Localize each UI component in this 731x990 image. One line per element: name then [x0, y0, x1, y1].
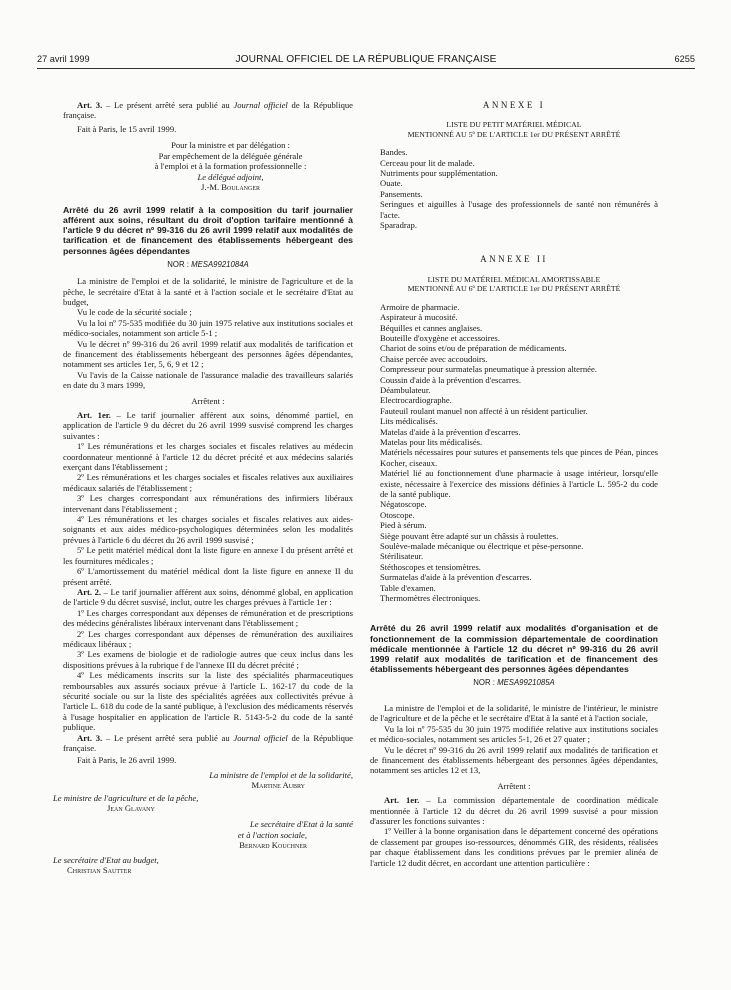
annex-1-title: ANNEXE I [482, 100, 546, 110]
list-item: Matériels nécessaires pour sutures et pansements tels que pinces de Péan, pinces Kocher, ciseaux. [380, 447, 658, 468]
article-item: 4º Les médicaments inscrits sur la liste des spécialités pharmaceutiques remboursables aux assurés sociaux prévue à l'article L. 162-17 du code de la sécurité sociale ou sur la liste des spécialités agréées aux collectivités prévue à l'article L. 618 du code de la santé publique, à l'exclusion des médicaments réservés à l'usage hospitalier en application de l'article R. 5143-5-2 du code de la santé publique. [63, 670, 353, 733]
list-item: Stérilisateur. [380, 551, 424, 562]
intro-paragraph: La ministre de l'emploi et de la solidarité, le ministre de l'agriculture et de la pêche, le secrétaire d'Etat à la santé et à l'action sociale et le secrétaire d'Etat au budget, [63, 276, 353, 307]
annex-sub-line: MENTIONNÉ AU 5º DE L'ARTICLE 1er DU PRÉSENT ARRÊTÉ [407, 129, 621, 139]
intro-paragraph: Vu le décret nº 99-316 du 26 avril 1999 relatif aux modalités de tarification et de financement des établissements hébergeant des personnes âgées dépendantes, notamment ses articles 1er, 5, 6, 9 et 12 ; [63, 338, 353, 370]
nor-code: MESA9921085A [497, 678, 555, 688]
article-item: 3º Les charges correspondant aux rémunérations des infirmiers libéraux intervenant dans l'établissement ; [63, 493, 353, 514]
list-item: Chariot de soins et/ou de préparation de médicaments. [380, 343, 567, 354]
list-item: Stéthoscopes et tensiomètres. [380, 561, 481, 572]
signatures [53, 769, 353, 876]
sig-title: Le ministre de l'agriculture et de la pêche, [53, 792, 199, 803]
sig-title: et à l'action sociale, [237, 829, 307, 840]
decree-2-title: Arrêté du 26 avril 1999 relatif aux modalités d'organisation et de fonctionnement de la commission départementale de coordination médicale mentionnée à l'article 12 du décret nº 99-316 du 26 avril 1999 relatif aux modalités de tarification et de financement des établissements hébergeant des personnes âgées dépendantes [370, 623, 658, 675]
arretent-heading: Arrêtent : [191, 395, 225, 406]
list-item: Bouteille d'oxygène et accessoires. [380, 332, 500, 343]
header-rule [37, 68, 695, 69]
art3-top-paragraph [63, 100, 353, 121]
sig-name: Christian Sautter [67, 865, 132, 876]
intro-paragraph: Vu la loi nº 75-535 modifiée du 30 juin 1975 relative aux institutions sociales et médico-sociales, notamment son article 5-1 ; [63, 317, 353, 339]
article-item: 5º Le petit matériel médical dont la liste figure en annexe I du présent arrêté et les fournitures médicales ; [63, 545, 353, 566]
article-label: Art. 3. [77, 100, 103, 110]
journal-italic: Journal officiel [233, 100, 288, 110]
article-label: Art. 1er. [77, 410, 111, 421]
article-item: 1º Les charges correspondant aux dépenses de rémunération et de prescriptions des médecins généralistes libéraux intervenant dans l'établissement ; [63, 607, 353, 629]
article-label: Art. 1er. [384, 795, 420, 806]
annex-sub-line: LISTE DU PETIT MATÉRIEL MÉDICAL [446, 120, 582, 130]
list-item: Siège pouvant être adapté sur un châssis à roulettes. [380, 530, 559, 541]
list-item: Coussin d'aide à la prévention d'escarres. [380, 374, 522, 385]
sig-line: Pour la ministre et par délégation : [171, 140, 290, 151]
article-1 [63, 410, 353, 441]
annex-2-subtitle [370, 275, 658, 294]
right-column [370, 100, 658, 868]
left-column [53, 100, 353, 876]
list-item: Matelas pour lits médicalisés. [380, 436, 483, 447]
sig-title: Le secrétaire d'Etat au budget, [53, 854, 159, 865]
list-item: Sparadrap. [380, 220, 417, 231]
journal-italic: Journal officiel [233, 732, 288, 743]
header-date: 27 avril 1999 [37, 54, 90, 64]
sig-title: Le délégué adjoint, [197, 171, 264, 182]
article-text: de la République française. [63, 732, 353, 754]
list-item: Thermomètres électroniques. [380, 593, 481, 604]
list-item: Soulève-malade mécanique ou électrique et pèse-personne. [380, 541, 584, 552]
list-item: Ouate. [380, 178, 403, 189]
list-item: Surmatelas d'aide à la prévention d'escarres. [380, 572, 532, 583]
sig-name: Martine Aubry [251, 780, 305, 791]
nor-line [63, 260, 353, 270]
list-item: Négatoscope. [380, 499, 427, 510]
article-item: 4º Les rémunérations et les charges sociales et fiscales relatives aux aides-soignants et aux aides médico-psychologiques déterminées selon les modalités prévues à l'article 6 du décret du 26 avril 1999 susvisé ; [63, 514, 353, 545]
journal-title: JOURNAL OFFICIEL DE LA RÉPUBLIQUE FRANÇAISE [235, 54, 497, 65]
list-item: Nutriments pour supplémentation. [380, 168, 498, 179]
intro-paragraph: Vu le code de la sécurité sociale ; [77, 307, 192, 318]
article-text: – Le présent arrêté sera publié au [102, 100, 234, 110]
article-item: 1º Veiller à la bonne organisation dans le département concerné des opérations de classement par groupes iso-ressources, dénommés GIR, des résidents, réalisées par chaque établissement dans les conditions prévues par le premier alinéa de l'article 12 dudit décret, en accordant une attention particulière : [370, 826, 658, 868]
list-item: Compresseur pour surmatelas pneumatique à pression alternée. [380, 364, 597, 375]
intro-paragraph: La ministre de l'emploi et de la solidarité, le ministre de l'intérieur, le ministre de l'agriculture et de la pêche et le secrétaire d'Etat à la santé et à l'action sociale, [370, 702, 658, 724]
article-label: Art. 3. [77, 732, 103, 743]
annex-2-list [380, 302, 658, 604]
article-text: – Le tarif journalier afférent aux soins, dénommé global, en application de l'article 9 du décret susvisé, inclut, outre les charges prévues à l'article 1er : [63, 586, 353, 608]
decree-title: Arrêté du 26 avril 1999 relatif à la composition du tarif journalier afférent aux soins, résultant du droit d'option tarifaire mentionné à l'article 9 du décret nº 99-316 du 26 avril 1999 relatif aux modalités de tarification et de financement des établissements hébergeant des personnes âgées dépendantes [63, 204, 353, 256]
sig-name: J.-M. Boulanger [200, 182, 261, 193]
list-item: Armoire de pharmacie. [380, 301, 460, 312]
article-2 [63, 587, 353, 608]
list-item: Chaise percée avec accoudoirs. [380, 353, 488, 364]
arretent-heading: Arrêtent : [497, 780, 531, 791]
sig-line: à l'emploi et à la formation professionnelle : [154, 161, 307, 172]
list-item: Table d'examen. [380, 582, 436, 593]
article-item: 1º Les rémunérations et les charges sociales et fiscales relatives au médecin coordonnateur mentionné à l'article 12 du décret précité et aux médecins salariés exerçant dans l'établissement ; [63, 441, 353, 473]
nor-code: MESA9921084A [191, 259, 249, 269]
article-item: 2º Les charges correspondant aux dépenses de rémunération des auxiliaires médicaux libéraux ; [63, 628, 353, 649]
article-label: Art. 2. [77, 586, 102, 597]
sig-name: Bernard Kouchner [239, 840, 307, 851]
list-item: Pied à sérum. [380, 520, 427, 531]
list-item: Electrocardiographe. [380, 395, 452, 406]
signature-block-1 [108, 140, 353, 193]
list-item: Béquilles et cannes anglaises. [380, 322, 483, 333]
nor-line-2 [370, 678, 658, 688]
list-item: Fauteuil roulant manuel non affecté à un résident particulier. [380, 405, 588, 416]
list-item: Lits médicalisés. [380, 416, 438, 427]
article-item: 6º L'amortissement du matériel médical dont la liste figure en annexe II du présent arrêté. [63, 566, 353, 587]
list-item: Matériel lié au fonctionnement d'une pharmacie à usage intérieur, lorsqu'elle existe, nécessaire à l'exercice des missions définies à l'article L. 595-2 du code de la santé publique. [380, 468, 658, 499]
annex-1-list [380, 147, 658, 230]
nor-label: NOR : [167, 259, 192, 269]
annex-sub-line: LISTE DU MATÉRIEL MÉDICAL AMORTISSABLE [427, 274, 601, 284]
annex-2-title: ANNEXE II [480, 254, 548, 265]
annex-1-subtitle [370, 120, 658, 139]
intro-paragraph: Vu l'avis de la Caisse nationale de l'assurance maladie des travailleurs salariés en date du 3 mars 1999, [63, 369, 353, 391]
list-item: Cerceau pour lit de malade. [380, 157, 475, 168]
article-item: 2º Les rémunérations et les charges sociales et fiscales relatives aux auxiliaires médicaux salariés de l'établissement ; [63, 472, 353, 493]
fait-a-paris-1: Fait à Paris, le 15 avril 1999. [77, 123, 177, 134]
art3-bottom-paragraph [63, 733, 353, 754]
article-text: – La commission départementale de coordination médicale mentionnée à l'article 12 du décret du 26 avril 1999 susvisé a pour mission d'assurer les fonctions suivantes : [370, 795, 659, 826]
page-header [37, 54, 695, 68]
page-number: 6255 [674, 54, 695, 64]
sig-name: Jean Glavany [107, 803, 155, 814]
list-item: Matelas d'aide à la prévention d'escarres. [380, 426, 521, 437]
list-item: Bandes. [380, 147, 408, 158]
intro-paragraph: Vu le décret nº 99-316 du 26 avril 1999 relatif aux modalités de tarification et de financement des établissements hébergeant des personnes âgées dépendantes, notamment ses articles 12 et 13, [370, 744, 658, 776]
nor-label: NOR : [473, 678, 498, 688]
list-item: Pansements. [380, 188, 423, 199]
list-item: Seringues et aiguilles à l'usage des professionnels de santé non rémunérés à l'acte. [380, 199, 658, 220]
article-text: – Le tarif journalier afférent aux soins, dénommé partiel, en application de l'article 9 du décret du 26 avril 1999 susvisé comprend les charges suivantes : [63, 410, 353, 441]
intro-paragraph: Vu la loi nº 75-535 du 30 juin 1975 modifiée relative aux institutions sociales et médico-sociales, notamment ses articles 5-1, 26 et 27 quater ; [370, 723, 658, 745]
list-item: Aspirateur à mucosité. [380, 312, 458, 323]
list-item: Déambulateur. [380, 384, 431, 395]
article-text: de la République française. [63, 100, 353, 121]
article-text: – Le présent arrêté sera publié au [102, 732, 234, 743]
annex-sub-line: MENTIONNÉ AU 6º DE L'ARTICLE 1er DU PRÉSENT ARRÊTÉ [407, 284, 621, 294]
article-1-right [370, 795, 658, 826]
sig-title: Le secrétaire d'Etat à la santé [250, 819, 353, 830]
sig-title: La ministre de l'emploi et de la solidarité, [209, 769, 353, 780]
article-item: 3º Les examens de biologie et de radiologie autres que ceux inclus dans les dispositions prévues à la rubrique f de l'annexe III du décret précité ; [63, 649, 353, 670]
list-item: Otoscope. [380, 509, 415, 520]
fait-a-paris-2: Fait à Paris, le 26 avril 1999. [77, 755, 177, 766]
sig-line: Par empêchement de la déléguée générale [158, 150, 303, 161]
